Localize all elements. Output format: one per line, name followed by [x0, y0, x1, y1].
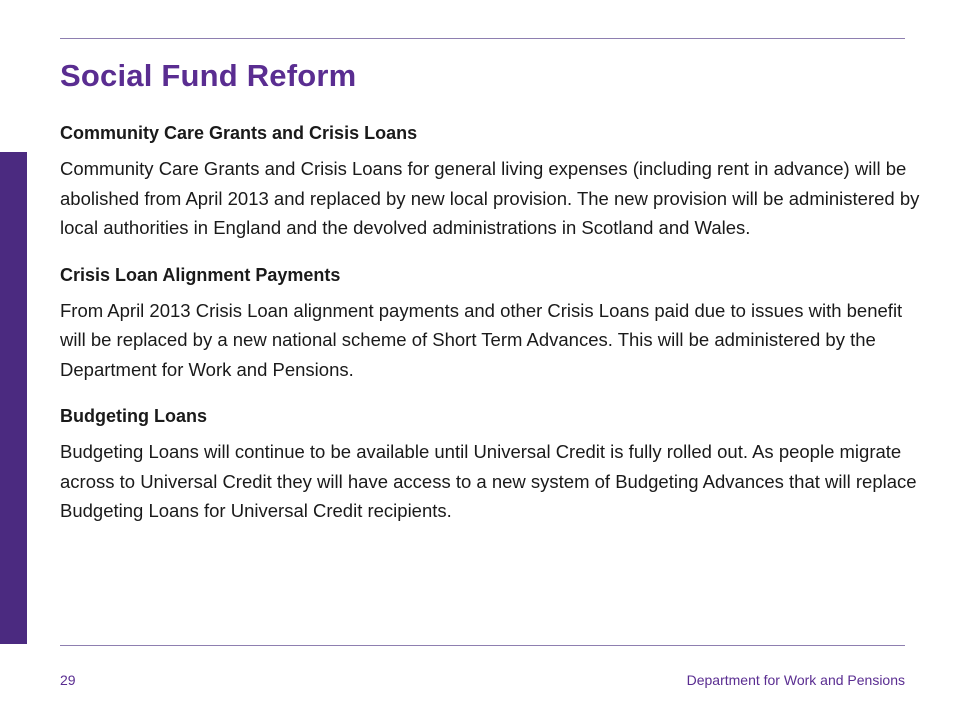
section-heading: Budgeting Loans [60, 406, 207, 426]
section-body: Community Care Grants and Crisis Loans for general living expenses (including rent in advance) will be abolished from April 2013 and replaced by new local provision. The new provision will be administered by local authorities in England and the devolved administrations in Scotland and Wales. [60, 158, 920, 238]
top-divider [60, 38, 905, 39]
page-number: 29 [60, 672, 76, 688]
section-budgeting-loans [60, 404, 920, 526]
section-heading: Community Care Grants and Crisis Loans [60, 123, 418, 143]
slide-title: Social Fund Reform [60, 58, 357, 93]
side-accent-bar [0, 152, 27, 644]
section-body: From April 2013 Crisis Loan alignment payments and other Crisis Loans paid due to issues with benefit will be replaced by a new national scheme of Short Term Advances. This will be administered by the Department for Work and Pensions. [60, 299, 903, 380]
slide-content [60, 121, 920, 546]
bottom-divider [60, 645, 905, 646]
footer-organization: Department for Work and Pensions [686, 672, 905, 688]
section-heading: Crisis Loan Alignment Payments [60, 264, 341, 285]
section-body: Budgeting Loans will continue to be available until Universal Credit is fully rolled out. As people migrate across to Universal Credit they will have access to a new system of Budgeting Advances that will replace Budgeting Loans for Universal Credit recipients. [60, 441, 917, 521]
section-crisis-loan-alignment [60, 263, 920, 385]
section-community-care-grants [60, 121, 920, 243]
